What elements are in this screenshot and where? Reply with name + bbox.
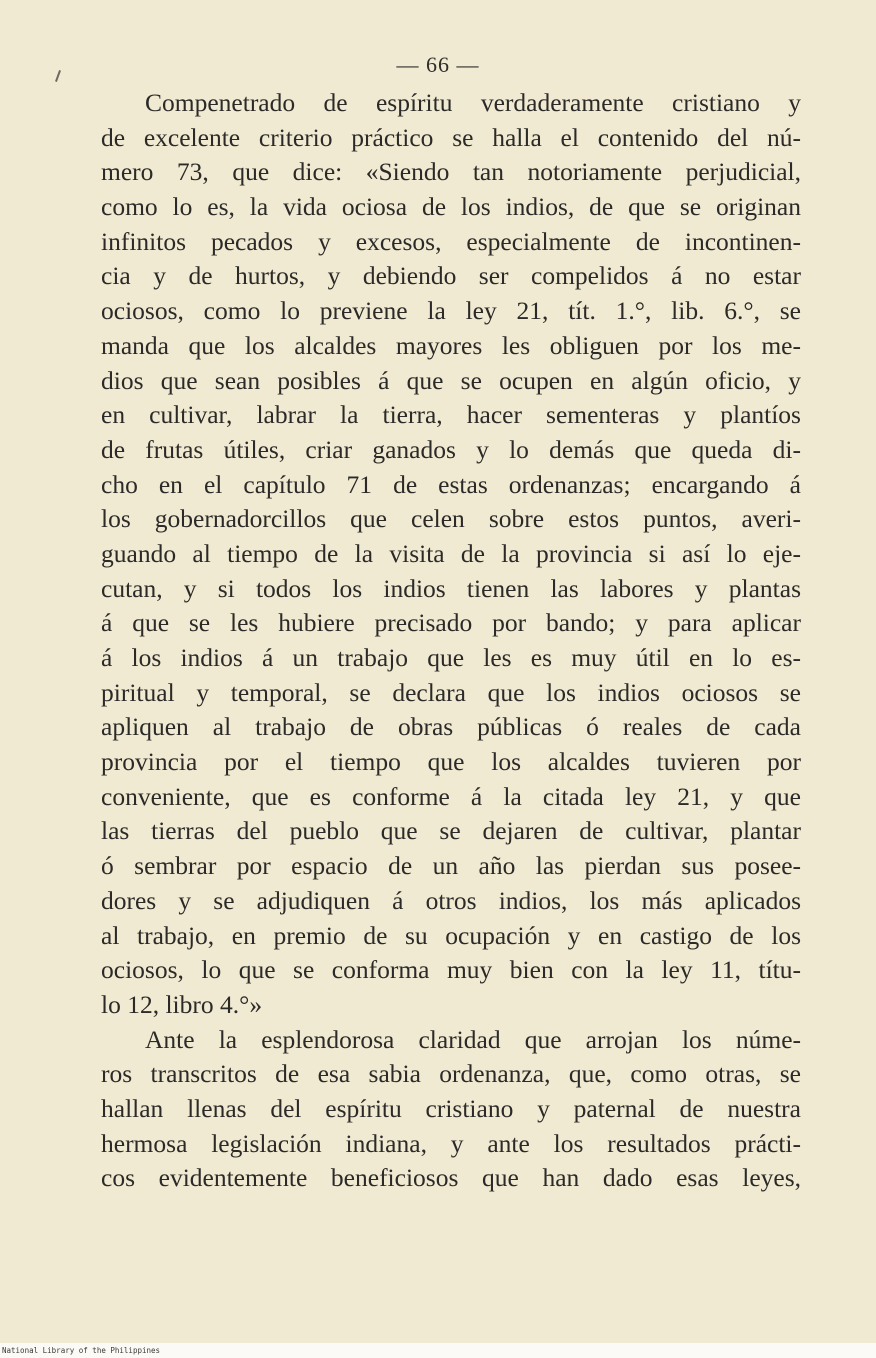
text-line: hallan llenas del espíritu cristiano y paternal de nuestra	[101, 1093, 801, 1123]
text-line: apliquen al trabajo de obras públicas ó reales de cada	[101, 712, 801, 742]
text-line: mero 73, que dice: «Siendo tan notoriamente perjudicial,	[101, 157, 801, 187]
text-line: dios que sean posibles á que se ocupen en algún oficio, y	[101, 365, 801, 395]
text-line: cutan, y si todos los indios tienen las labores y plantas	[101, 573, 801, 603]
text-line: ociosos, lo que se conforma muy bien con la ley 11, títu-	[101, 955, 801, 985]
page-number: — 66 —	[396, 52, 480, 77]
text-line: en cultivar, labrar la tierra, hacer sementeras y plantíos	[101, 400, 801, 430]
text-line: como lo es, la vida ociosa de los indios, de que se originan	[101, 192, 801, 222]
text-line: lo 12, libro 4.°»	[101, 989, 263, 1019]
text-line: las tierras del pueblo que se dejaren de cultivar, plantar	[101, 816, 801, 846]
text-line: guando al tiempo de la visita de la provincia si así lo eje-	[101, 538, 801, 568]
text-line: Ante la esplendorosa claridad que arrojan los núme-	[145, 1024, 801, 1054]
text-line: de excelente criterio práctico se halla el contenido del nú-	[101, 122, 801, 152]
text-line: Compenetrado de espíritu verdaderamente cristiano y	[145, 88, 801, 117]
text-line: dores y se adjudiquen á otros indios, los más aplicados	[101, 885, 801, 915]
text-line: ó sembrar por espacio de un año las pierdan sus posee-	[101, 851, 801, 881]
text-line: provincia por el tiempo que los alcaldes tuvieren por	[101, 747, 801, 777]
text-line: ociosos, como lo previene la ley 21, tít. 1.°, lib. 6.°, se	[101, 296, 801, 326]
text-line: manda que los alcaldes mayores les obliguen por los me-	[101, 330, 801, 360]
text-line: conveniente, que es conforme á la citada ley 21, y que	[101, 781, 801, 811]
text-line: piritual y temporal, se declara que los indios ociosos se	[101, 677, 801, 707]
text-line: cho en el capítulo 71 de estas ordenanzas; encargando á	[101, 469, 801, 499]
text-line: al trabajo, en premio de su ocupación y en castigo de los	[101, 920, 801, 950]
text-line: á los indios á un trabajo que les es muy útil en lo es-	[101, 643, 801, 672]
body-text	[101, 86, 801, 1196]
text-line: ros transcritos de esa sabia ordenanza, que, como otras, se	[101, 1059, 801, 1089]
text-line: de frutas útiles, criar ganados y lo demás que queda di-	[101, 434, 801, 464]
text-line: cos evidentemente beneficiosos que han dado esas leyes,	[101, 1163, 801, 1193]
text-line: infinitos pecados y excesos, especialmente de incontinen-	[101, 226, 801, 256]
footer-credit: National Library of the Philippines	[2, 1346, 161, 1355]
text-line: á que se les hubiere precisado por bando; y para aplicar	[101, 608, 801, 638]
text-line: cia y de hurtos, y debiendo ser compelidos á no estar	[101, 261, 801, 291]
text-line: hermosa legislación indiana, y ante los resultados prácti-	[101, 1128, 801, 1158]
text-line: los gobernadorcillos que celen sobre estos puntos, averi-	[101, 504, 801, 534]
